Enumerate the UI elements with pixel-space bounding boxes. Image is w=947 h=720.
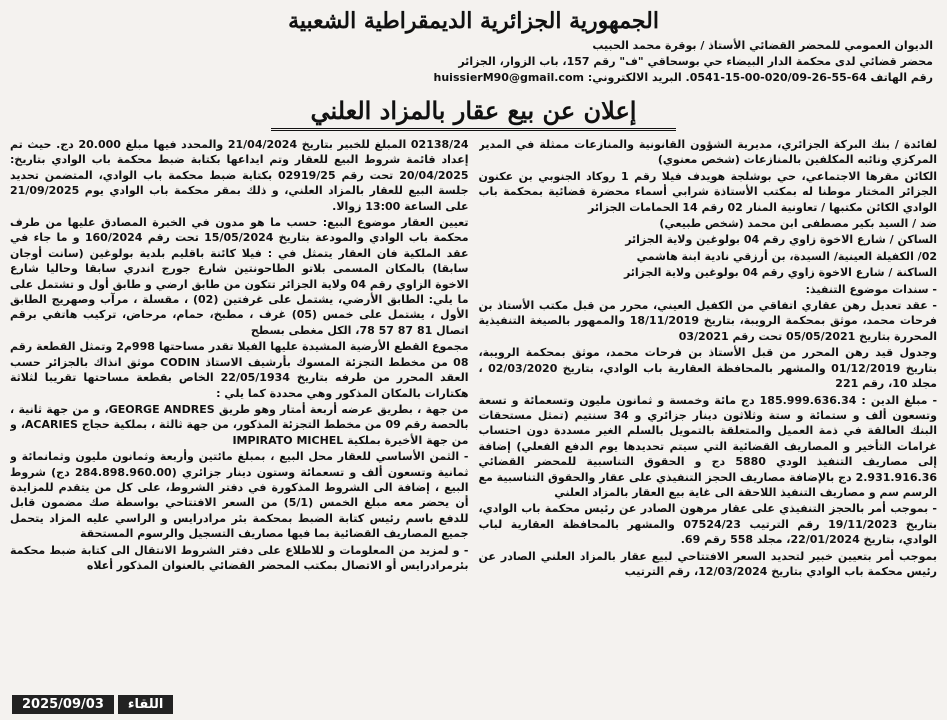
office-phone: رقم الهاتف 64-55-26-020/09-00-15-0541. البريد الالكتروني:: [587, 71, 933, 84]
announcement-title: إعلان عن بيع عقار بالمزاد العلني: [271, 96, 677, 131]
paragraph: مجموع القطع الأرضية المشيدة عليها الفيلا تقدر مساحتها 998م2 وتمثل القطعة رقم 08 من مخطط التجزئة المسوك بأرشيف الاستاذ CODIN موثق انذاك بالجزائر حسب العقد المحرر من طرفه بتاريخ 22/05/1934 الخاص بقطعة مساحتها تقريبا لثلاثة هكتارات بالمكان المذكور وهي محددة كما يلي :: [10, 340, 469, 400]
paragraph: تعيين العقار موضوع البيع: حسب ما هو مدون في الخبرة المصادق عليها من طرف محكمة باب الوادي والمودعة بتاريخ 15/05/2024 تحت رقم 160/2024 و ما جاء في عقد الملكية فان العقار يتمثل في : فيلا كائنة باقليم بلدية بولوغين (سانت أوجان سابقا) بالمكان المسمى بلاتو الطاحونتين شارع جورج اندري سابقا وحاليا شارع الاخوة الزاوي رقم 04 ولاية الجزائر تتكون من طابق ارضي و طابق أول و تشتمل على ما يلي: الطابق الأرضي، يشتمل على غرفتين (02) ، مقسلة ، مرآب وصهريج الطابق الأول ، يشتمل على خمس (05) غرف ، مطبخ، حمام، مرحاض، تركيب هاتفي برقم اتصال 81 87 57 78، الكل مغطى بسطح: [10, 216, 469, 337]
paragraph: - و لمزيد من المعلومات و للاطلاع على دفتر الشروط الانتقال الى كتابة ضبط محكمة بئرمرادرايس أو الاتصال بمكتب المحضر القضائي بالعنوان المذكور أعلاه: [10, 543, 469, 572]
header: [10, 8, 937, 86]
office-line-2: محضر قضائي لدى محكمة الدار البيضاء حي بوسحاقي "ف" رقم 157، باب الزوار، الجزائر: [458, 55, 933, 68]
text-columns: [10, 137, 937, 679]
office-line-1: الديوان العمومي للمحضر القضائي الأستاذ / بوقرة محمد الحبيب: [592, 39, 933, 52]
republic-title: الجمهورية الجزائرية الديمقراطية الشعبية: [288, 8, 659, 34]
paragraph: الساكنة / شارع الاخوة زاوي رقم 04 بولوغين ولاية الجزائر: [623, 266, 937, 280]
paragraph: لفائدة / بنك البركة الجزائري، مديرية الشؤون القانونية والمنازعات ممثلة في المدير المركزي ونائبه المكلفين بالمنازعات (شخص معنوي): [478, 138, 937, 167]
paragraph: ضد / السيد بكير مصطفى ابن محمد (شخص طبيعي): [659, 217, 937, 231]
paragraph: 02138/24 المبلغ للخبير بتاريخ 21/04/2024 والمحدد فيها مبلغ 20.000 دج. حيث تم إعداد قائمة شروط البيع للعقار وتم ايداعها بكتابة ضبط محكمة باب الوادي بتاريخ: 20/04/2025 تحت رقم 02919/25 بكتابة ضبط محكمة باب الوادي، المتضمن تحديد جلسة البيع للعقار بالمزاد العلني، و ذلك بمقر محكمة باب الوادي يوم 21/09/2025 على الساعة 13:00 زوالا.: [10, 138, 469, 213]
office-email: huissierM90@gmail.com: [433, 71, 584, 84]
paragraph: من جهة ، بطريق عرضه أربعة أمتار وهو طريق GEORGE ANDRES، و من جهة ثانية ، بالحصة رقم 09 من مخطط التجزئة المذكور، من جهة ثالثة ، بملكية حجاج ACARIES، و من جهة الأخيرة بملكية IMPIRATO MICHEL: [10, 402, 469, 447]
publication-date: 2025/09/03: [12, 695, 114, 714]
right-column: [479, 137, 938, 679]
bailiff-office-info: [10, 38, 937, 86]
paragraph: - مبلغ الدين : 185.999.636.34 دج مائة وخمسة و ثمانون مليون وتسعمائة و تسعة وتسعون ألف و ستمائة و ستة وثلاثون دينار جزائري و 34 سنتيم (تمثل مستحقات البنك العالقة في ذمة العميل والمتعلقة بالتمويل بالسلم الغير مسددة دون احتساب غرامات التأخير و المصاريف القضائية التي سيتم تحديدها يوم الدفع الفعلي) إضافة إلى مصاريف التنفيذ الودي 5880 دج و الحقوق التناسبية للمحضر القضائي 2.931.916.36 دج بالإضافة مصاريف الحجز التنفيذي على عقار والحقوق التناسبية مع الرسم سم و مصاريف التنفيذ اللاحقة الى غاية بيع العقار بالمزاد العلني: [478, 393, 937, 499]
footer: [12, 695, 173, 714]
paragraph: - بموجب أمر بالحجز التنفيذي على عقار مرهون الصادر عن رئيس محكمة باب الوادي، بتاريخ 19/11/2023 رقم الترتيب 07524/23 والمشهر بالمحافظة العقارية لباب الوادي، بتاريخ 22/01/2024، مجلد 558 رقم 69.: [478, 502, 937, 547]
office-line-3: [10, 70, 933, 86]
paragraph: وجدول قيد رهن المحرر من قبل الأستاذ بن فرحات محمد، موثق بمحكمة الرويبة، بتاريخ 01/12/2019 والمشهر بالمحافظة العقارية باب الوادي، بتاريخ 02/03/2020 ، مجلد 10، رقم 221: [478, 346, 937, 391]
left-column: [10, 137, 469, 679]
paragraph: - سندات موضوع التنفيذ:: [805, 282, 937, 296]
paragraph: الكائن مقرها الاجتماعي، حي بوشلجة هويدف فيلا رقم 1 روكاد الجنوبي بن عكنون الجزائر المختار موطنا له بمكتب الأستاذة شرابي أسماء محضرة قضائية بمحكمة باب الوادي الكائن مكتبها / تعاونية المنار 02 رقم 14 الحمامات الجزائر: [478, 169, 937, 214]
paragraph: 02/ الكفيلة العينية/ السيدة، بن أرزقي نادية ابنة هاشمي: [636, 249, 937, 263]
title-wrap: [10, 96, 937, 131]
paragraph: بموجب أمر بتعيين خبير لتحديد السعر الافتتاحي لبيع عقار بالمزاد العلني الصادر عن رئيس محكمة باب الوادي بتاريخ 12/03/2024، رقم الترتيب: [478, 549, 937, 578]
newspaper-name: اللقاء: [118, 695, 174, 714]
paragraph: - الثمن الأساسي للعقار محل البيع ، بمبلغ مائتين وأربعة وثمانون مليون وثمانمائة و ثمانية وتسعون ألف و تسعمائة وستون دينار جزائري (284.898.960.00 دج) شروط البيع ، إضافة الى الشروط المذكورة في دفتر الشروط، على كل من يتقدم للمزايدة أن يحضر معه مبلغ الخمس (5/1) من السعر الافتتاحي بواسطة صك مضمون قابل للدفع باسم رئيس كتابة الضبط بمحكمة بئر مرادرايس و الراسي عليه المزاد يتحمل جميع المصاريف القضائية بما فيها مصاريف التسجيل والرسوم المستحقة: [10, 450, 469, 541]
paragraph: - عقد تعديل رهن عقاري اتفاقي من الكفيل العيني، محرر من قبل مكتب الأستاذ بن فرحات محمد، موثق بمحكمة الرويبة، بتاريخ 18/11/2019 والممهور بالصيغة التنفيذية المحررة بتاريخ 05/05/2021 تحت رقم 03/2021: [478, 299, 937, 343]
paragraph: الساكن / شارع الاخوة زاوي رقم 04 بولوغين ولاية الجزائر: [625, 233, 937, 247]
